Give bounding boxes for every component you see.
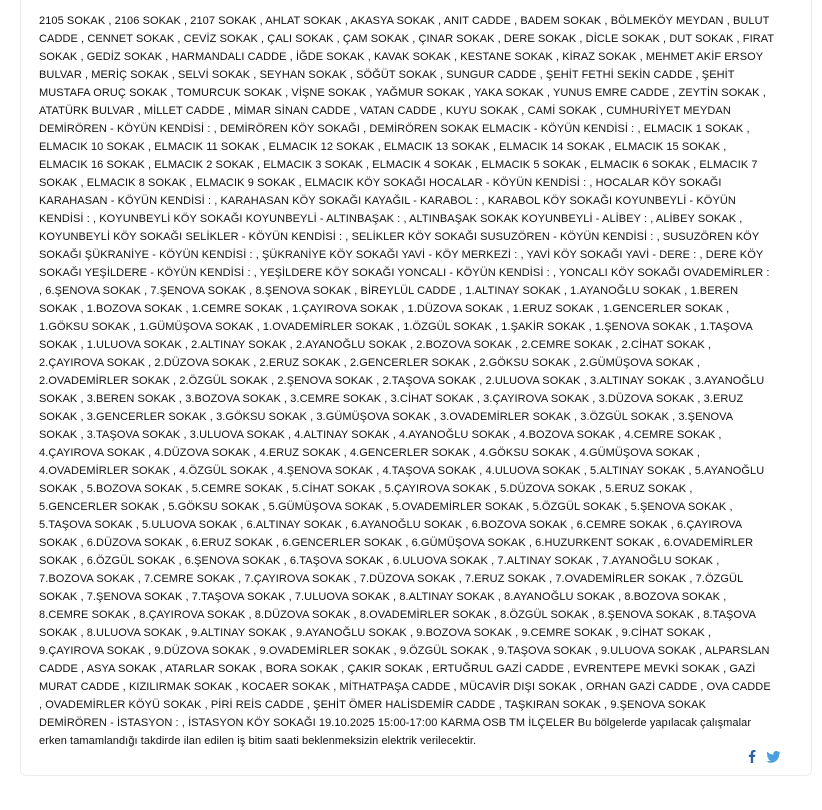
affected-locations: 2105 SOKAK , 2106 SOKAK , 2107 SOKAK , AHLAT SOKAK , AKASYA SOKAK , ANIT CADDE , BADEM SOKAK , BÖLMEKÖY MEYDAN , BULUT CADDE , CENNET SOKAK , CEVİZ SOKAK , ÇALI SOKAK , ÇAM SOKAK , ÇINAR SOKAK , DERE SOKAK , DİCLE SOKAK , DUT SOKAK , FIRAT SOKAK , GEDİZ SOKAK , HARMANDALI CADDE , İĞDE SOKAK , KAVAK SOKAK , KESTANE SOKAK , KİRAZ SOKAK , MEHMET AKİF ERSOY BULVAR , MERİÇ SOKAK , SELVİ SOKAK , SEYHAN SOKAK , SÖĞÜT SOKAK , SUNGUR CADDE , ŞEHİT FETHİ SEKİN CADDE , ŞEHİT MUSTAFA ORUÇ SOKAK , TOMURCUK SOKAK , VİŞNE SOKAK , YAĞMUR SOKAK , YAKA SOKAK , YUNUS EMRE CADDE , ZEYTİN SOKAK , ATATÜRK BULVAR , MİLLET CADDE , MİMAR SİNAN CADDE , VATAN CADDE , KUYU SOKAK , CAMİ SOKAK , CUMHURİYET MEYDAN DEMİRÖREN - KÖYÜN KENDİSİ : , DEMİRÖREN KÖY SOKAĞI , DEMİRÖREN SOKAK ELMACIK - KÖYÜN KENDİSİ : , ELMACIK 1 SOKAK , ELMACIK 10 SOKAK , ELMACIK 11 SOKAK , ELMACIK 12 SOKAK , ELMACIK 13 SOKAK , ELMACIK 14 SOKAK , ELMACIK 15 SOKAK , ELMACIK 16 SOKAK , ELMACIK 2 SOKAK , ELMACIK 3 SOKAK , ELMACIK 4 SOKAK , ELMACIK 5 SOKAK , ELMACIK 6 SOKAK , ELMACIK 7 SOKAK , ELMACIK 8 SOKAK , ELMACIK 9 SOKAK , ELMACIK KÖY SOKAĞI HOCALAR - KÖYÜN KENDİSİ : , HOCALAR KÖY SOKAĞI KARAHASAN - KÖYÜN KENDİSİ : , KARAHASAN KÖY SOKAĞI KAYAĞIL - KARABOL : , KARABOL KÖY SOKAĞI KOYUNBEYLİ - KÖYÜN KENDİSİ : , KOYUNBEYLİ KÖY SOKAĞI KOYUNBEYLİ - ALTINBAŞAK : , ALTINBAŞAK SOKAK KOYUNBEYLİ - ALİBEY : , ALİBEY SOKAK , KOYUNBEYLİ KÖY SOKAĞI SELİKLER - KÖYÜN KENDİSİ : , SELİKLER KÖY SOKAĞI SUSUZÖREN - KÖYÜN KENDİSİ : , SUSUZÖREN KÖY SOKAĞI ŞÜKRANİYE - KÖYÜN KENDİSİ : , ŞÜKRANİYE KÖY SOKAĞI YAVİ - KÖY MERKEZİ : , YAVİ KÖY SOKAĞI YAVİ - DERE : , DERE KÖY SOKAĞI YEŞİLDERE - KÖYÜN KENDİSİ : , YEŞİLDERE KÖY SOKAĞI YONCALI - KÖYÜN KENDİSİ : , YONCALI KÖY SOKAĞI OVADEMİRLER : , 6.ŞENOVA SOKAK , 7.ŞENOVA SOKAK , 8.ŞENOVA SOKAK , BİREYLÜL CADDE , 1.ALTINAY SOKAK , 1.AYANOĞLU SOKAK , 1.BEREN SOKAK , 1.BOZOVA SOKAK , 1.CEMRE SOKAK , 1.ÇAYIROVA SOKAK , 1.DÜZOVA SOKAK , 1.ERUZ SOKAK , 1.GENCERLER SOKAK , 1.GÖKSU SOKAK , 1.GÜMÜŞOVA SOKAK , 1.OVADEMİRLER SOKAK , 1.ÖZGÜL SOKAK , 1.ŞAKİR SOKAK , 1.ŞENOVA SOKAK , 1.TAŞOVA SOKAK , 1.ULUOVA SOKAK , 2.ALTINAY SOKAK , 2.AYANOĞLU SOKAK , 2.BOZOVA SOKAK , 2.CEMRE SOKAK , 2.CİHAT SOKAK , 2.ÇAYIROVA SOKAK , 2.DÜZOVA SOKAK , 2.ERUZ SOKAK , 2.GENCERLER SOKAK , 2.GÖKSU SOKAK , 2.GÜMÜŞOVA SOKAK , 2.OVADEMİRLER SOKAK , 2.ÖZGÜL SOKAK , 2.ŞENOVA SOKAK , 2.TAŞOVA SOKAK , 2.ULUOVA SOKAK , 3.ALTINAY SOKAK , 3.AYANOĞLU SOKAK , 3.BEREN SOKAK , 3.BOZOVA SOKAK , 3.CEMRE SOKAK , 3.CİHAT SOKAK , 3.ÇAYIROVA SOKAK , 3.DÜZOVA SOKAK , 3.ERUZ SOKAK , 3.GENCERLER SOKAK , 3.GÖKSU SOKAK , 3.GÜMÜŞOVA SOKAK , 3.OVADEMİRLER SOKAK , 3.ÖZGÜL SOKAK , 3.ŞENOVA SOKAK , 3.TAŞOVA SOKAK , 3.ULUOVA SOKAK , 4.ALTINAY SOKAK , 4.AYANOĞLU SOKAK , 4.BOZOVA SOKAK , 4.CEMRE SOKAK , 4.ÇAYIROVA SOKAK , 4.DÜZOVA SOKAK , 4.ERUZ SOKAK , 4.GENCERLER SOKAK , 4.GÖKSU SOKAK , 4.GÜMÜŞOVA SOKAK , 4.OVADEMİRLER SOKAK , 4.ÖZGÜL SOKAK , 4.ŞENOVA SOKAK , 4.TAŞOVA SOKAK , 4.ULUOVA SOKAK , 5.ALTINAY SOKAK , 5.AYANOĞLU SOKAK , 5.BOZOVA SOKAK , 5.CEMRE SOKAK , 5.CİHAT SOKAK , 5.ÇAYIROVA SOKAK , 5.DÜZOVA SOKAK , 5.ERUZ SOKAK , 5.GENCERLER SOKAK , 5.GÖKSU SOKAK , 5.GÜMÜŞOVA SOKAK , 5.OVADEMİRLER SOKAK , 5.ÖZGÜL SOKAK , 5.ŞENOVA SOKAK , 5.TAŞOVA SOKAK , 5.ULUOVA SOKAK , 6.ALTINAY SOKAK , 6.AYANOĞLU SOKAK , 6.BOZOVA SOKAK , 6.CEMRE SOKAK , 6.ÇAYIROVA SOKAK , 6.DÜZOVA SOKAK , 6.ERUZ SOKAK , 6.GENCERLER SOKAK , 6.GÜMÜŞOVA SOKAK , 6.HUZURKENT SOKAK , 6.OVADEMİRLER SOKAK , 6.ÖZGÜL SOKAK , 6.ŞENOVA SOKAK , 6.TAŞOVA SOKAK , 6.ULUOVA SOKAK , 7.ALTINAY SOKAK , 7.AYANOĞLU SOKAK , 7.BOZOVA SOKAK , 7.CEMRE SOKAK , 7.ÇAYIROVA SOKAK , 7.DÜZOVA SOKAK , 7.ERUZ SOKAK , 7.OVADEMİRLER SOKAK , 7.ÖZGÜL SOKAK , 7.ŞENOVA SOKAK , 7.TAŞOVA SOKAK , 7.ULUOVA SOKAK , 8.ALTINAY SOKAK , 8.AYANOĞLU SOKAK , 8.BOZOVA SOKAK , 8.CEMRE SOKAK , 8.ÇAYIROVA SOKAK , 8.DÜZOVA SOKAK , 8.OVADEMİRLER SOKAK , 8.ÖZGÜL SOKAK , 8.ŞENOVA SOKAK , 8.TAŞOVA SOKAK , 8.ULUOVA SOKAK , 9.ALTINAY SOKAK , 9.AYANOĞLU SOKAK , 9.BOZOVA SOKAK , 9.CEMRE SOKAK , 9.CİHAT SOKAK , 9.ÇAYIROVA SOKAK , 9.DÜZOVA SOKAK , 9.OVADEMİRLER SOKAK , 9.ÖZGÜL SOKAK , 9.TAŞOVA SOKAK , 9.ULUOVA SOKAK , ALPARSLAN CADDE , ASYA SOKAK , ATARLAR SOKAK , BORA SOKAK , ÇAKIR SOKAK , ERTUĞRUL GAZİ CADDE , EVRENTEPE MEVKİ SOKAK , GAZİ MURAT CADDE , KIZILIRMAK SOKAK , KOCAER SOKAK , MİTHATPAŞA CADDE , MÜCAVİR DIŞI SOKAK , ORHAN GAZİ CADDE , OVA CADDE , OVADEMİRLER KÖYÜ SOKAK , PİRİ REİS CADDE , ŞEHİT ÖMER HALİSDEMİR CADDE , TAŞKIRAN SOKAK , 9.ŞENOVA SOKAK DEMİRÖREN - İSTASYON : , İSTASYON KÖY SOKAĞI 19.10.2025 15:00-17:00 KARMA OSB TM İLÇELER (39, 15, 774, 729)
facebook-icon[interactable] (748, 750, 756, 763)
twitter-icon[interactable] (766, 751, 781, 763)
outage-notice: Bu bölgelerde yapılacak çalışmalar erken tamamlandığı takdirde ilan edilen iş bitim saati beklenmeksizin elektrik verilecektir. (39, 717, 752, 747)
share-buttons (748, 750, 781, 763)
outage-announcement (39, 12, 774, 750)
